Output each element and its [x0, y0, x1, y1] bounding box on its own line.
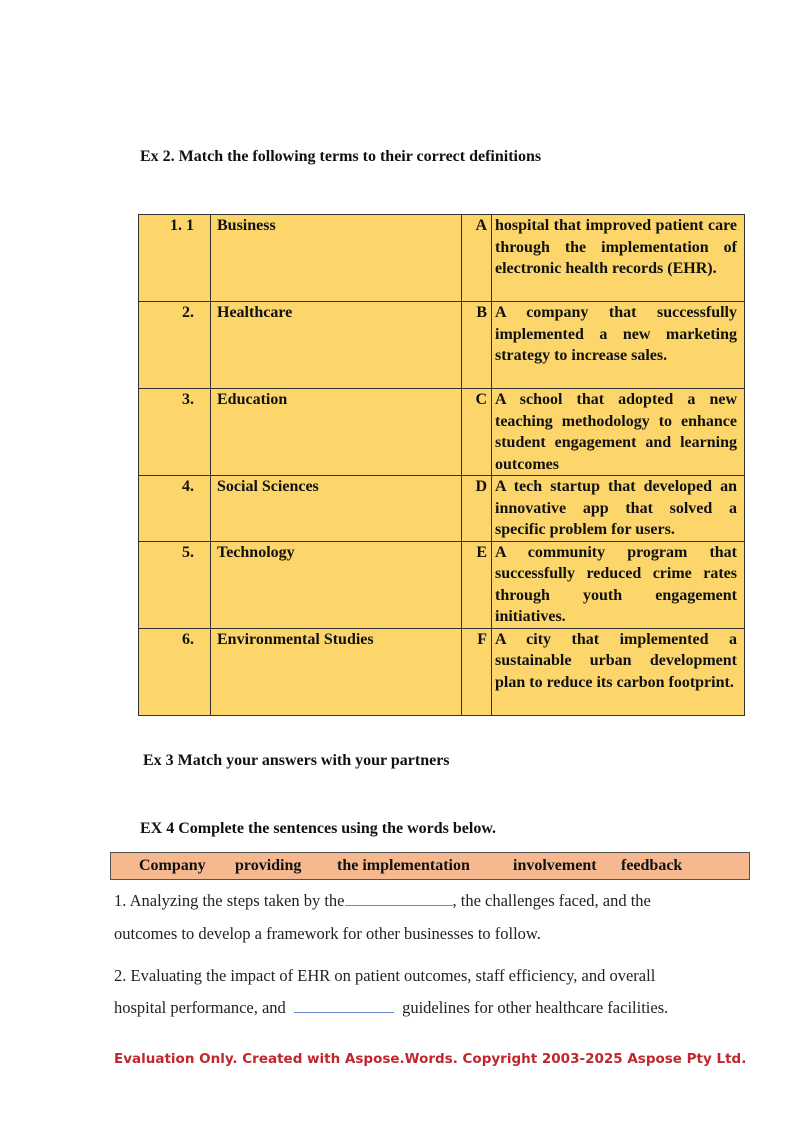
- row-number: 3.: [139, 389, 211, 476]
- sentence-2-line-1: 2. Evaluating the impact of EHR on patient outcomes, staff efficiency, and overall: [114, 966, 656, 985]
- letter-cell: E: [462, 541, 492, 628]
- sentence-1-line-2: outcomes to develop a framework for other businesses to follow.: [114, 924, 541, 943]
- sentence-1-start: 1. Analyzing the steps taken by the: [114, 891, 345, 910]
- word-the-implementation: the implementation: [337, 857, 470, 874]
- letter-cell: B: [462, 302, 492, 389]
- term-cell: Education: [211, 389, 462, 476]
- table-row: [139, 389, 745, 476]
- word-involvement: involvement: [513, 857, 597, 874]
- term-cell: Environmental Studies: [211, 628, 462, 715]
- definition-cell: hospital that improved patient care through the implementation of electronic health records (EHR).: [492, 215, 745, 302]
- answer-blank-1[interactable]: [345, 905, 453, 906]
- ex2-heading: Ex 2. Match the following terms to their correct definitions: [140, 148, 542, 165]
- answer-blank-2[interactable]: [294, 1012, 394, 1013]
- definition-cell: A school that adopted a new teaching methodology to enhance student engagement and learning outcomes: [492, 389, 745, 476]
- table-row: [139, 215, 745, 302]
- definition-cell: A community program that successfully reduced crime rates through youth engagement initiatives.: [492, 541, 745, 628]
- row-number: 5.: [139, 541, 211, 628]
- letter-cell: A: [462, 215, 492, 302]
- letter-cell: C: [462, 389, 492, 476]
- word-company: Company: [139, 857, 206, 874]
- matching-table: [138, 214, 745, 716]
- ex4-heading: EX 4 Complete the sentences using the words below.: [140, 820, 496, 837]
- evaluation-watermark: Evaluation Only. Created with Aspose.Words. Copyright 2003-2025 Aspose Pty Ltd.: [114, 1051, 747, 1067]
- row-number: 2.: [139, 302, 211, 389]
- term-cell: Social Sciences: [211, 476, 462, 542]
- row-number: 4.: [139, 476, 211, 542]
- table-row: [139, 541, 745, 628]
- table-row: [139, 302, 745, 389]
- term-cell: Technology: [211, 541, 462, 628]
- letter-cell: F: [462, 628, 492, 715]
- sentence-2-start: hospital performance, and: [114, 998, 286, 1017]
- row-number: 1. 1: [139, 215, 211, 302]
- table-row: [139, 476, 745, 542]
- term-cell: Healthcare: [211, 302, 462, 389]
- table-row: [139, 628, 745, 715]
- sentence-1-line-1: [114, 891, 744, 911]
- term-cell: Business: [211, 215, 462, 302]
- sentence-1-end: , the challenges faced, and the: [452, 891, 651, 910]
- definition-cell: A city that implemented a sustainable urban development plan to reduce its carbon footprint.: [492, 628, 745, 715]
- word-providing: providing: [235, 857, 302, 874]
- ex3-heading: Ex 3 Match your answers with your partners: [143, 752, 450, 769]
- letter-cell: D: [462, 476, 492, 542]
- sentence-2-line-2: [114, 998, 744, 1018]
- row-number: 6.: [139, 628, 211, 715]
- sentence-2-end: guidelines for other healthcare facilities.: [402, 998, 669, 1017]
- word-feedback: feedback: [621, 857, 683, 874]
- definition-cell: A company that successfully implemented a new marketing strategy to increase sales.: [492, 302, 745, 389]
- definition-cell: A tech startup that developed an innovative app that solved a specific problem for users.: [492, 476, 745, 542]
- word-bank: [110, 852, 750, 880]
